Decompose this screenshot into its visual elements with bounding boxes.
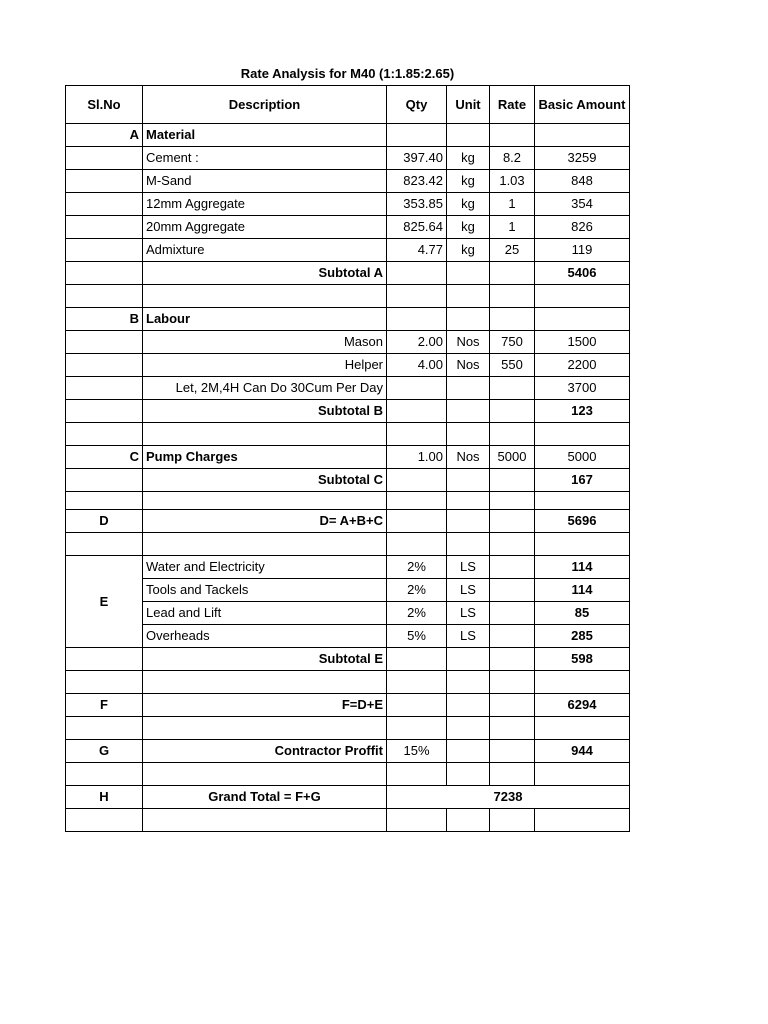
- blank-row: [66, 763, 630, 786]
- subtotal-e-amount: 598: [535, 648, 630, 671]
- table-row: [66, 602, 630, 625]
- section-c-unit: Nos: [447, 446, 490, 469]
- subtotal-b-label: Subtotal B: [143, 400, 387, 423]
- subtotal-b-row: [66, 400, 630, 423]
- section-f-label: F=D+E: [143, 694, 387, 717]
- section-a-heading-row: [66, 124, 630, 147]
- header-unit: Unit: [447, 86, 490, 124]
- item-amount: 3259: [535, 147, 630, 170]
- item-amount: 2200: [535, 354, 630, 377]
- item-rate: 1.03: [490, 170, 535, 193]
- labour-note: Let, 2M,4H Can Do 30Cum Per Day: [143, 377, 387, 400]
- subtotal-a-amount: 5406: [535, 262, 630, 285]
- header-description: Description: [143, 86, 387, 124]
- item-qty: 4.00: [387, 354, 447, 377]
- rate-analysis-table: [65, 85, 630, 832]
- item-rate: 750: [490, 331, 535, 354]
- item-amount: 354: [535, 193, 630, 216]
- item-description: Admixture: [143, 239, 387, 262]
- table-row: [66, 216, 630, 239]
- subtotal-a-label: Subtotal A: [143, 262, 387, 285]
- section-c-label: Pump Charges: [143, 446, 387, 469]
- item-description: Water and Electricity: [143, 556, 387, 579]
- section-c-row: [66, 446, 630, 469]
- table-row: [66, 556, 630, 579]
- item-unit: kg: [447, 239, 490, 262]
- table-row: [66, 331, 630, 354]
- section-d-row: [66, 510, 630, 533]
- section-a-slno: A: [66, 124, 143, 147]
- item-description: M-Sand: [143, 170, 387, 193]
- item-unit: LS: [447, 602, 490, 625]
- header-amount: Basic Amount: [535, 86, 630, 124]
- item-qty: 5%: [387, 625, 447, 648]
- section-b-slno: B: [66, 308, 143, 331]
- item-amount: 1500: [535, 331, 630, 354]
- section-d-label: D= A+B+C: [143, 510, 387, 533]
- item-description: 20mm Aggregate: [143, 216, 387, 239]
- subtotal-a-row: [66, 262, 630, 285]
- item-amount: 114: [535, 556, 630, 579]
- section-g-label: Contractor Proffit: [143, 740, 387, 763]
- header-qty: Qty: [387, 86, 447, 124]
- item-description: Helper: [143, 354, 387, 377]
- labour-note-row: [66, 377, 630, 400]
- table-row: [66, 193, 630, 216]
- section-g-qty: 15%: [387, 740, 447, 763]
- subtotal-c-amount: 167: [535, 469, 630, 492]
- item-unit: LS: [447, 625, 490, 648]
- item-description: Overheads: [143, 625, 387, 648]
- header-slno: Sl.No: [66, 86, 143, 124]
- item-unit: kg: [447, 216, 490, 239]
- item-rate: 1: [490, 216, 535, 239]
- item-amount: 826: [535, 216, 630, 239]
- item-description: Cement :: [143, 147, 387, 170]
- table-row: [66, 147, 630, 170]
- subtotal-c-row: [66, 469, 630, 492]
- item-qty: 2%: [387, 556, 447, 579]
- section-b-label: Labour: [143, 308, 387, 331]
- item-unit: kg: [447, 193, 490, 216]
- item-amount: 119: [535, 239, 630, 262]
- grand-total-label: Grand Total = F+G: [143, 786, 387, 809]
- item-qty: 823.42: [387, 170, 447, 193]
- blank-row: [66, 533, 630, 556]
- table-row: [66, 625, 630, 648]
- sheet-title: Rate Analysis for M40 (1:1.85:2.65): [240, 66, 455, 81]
- table-row: [66, 170, 630, 193]
- section-e-slno: E: [66, 556, 143, 648]
- item-amount: 285: [535, 625, 630, 648]
- item-description: Lead and Lift: [143, 602, 387, 625]
- item-description: Tools and Tackels: [143, 579, 387, 602]
- item-qty: 397.40: [387, 147, 447, 170]
- item-unit: Nos: [447, 331, 490, 354]
- blank-row: [66, 717, 630, 740]
- subtotal-c-label: Subtotal C: [143, 469, 387, 492]
- item-amount: 848: [535, 170, 630, 193]
- item-amount: 114: [535, 579, 630, 602]
- item-description: 12mm Aggregate: [143, 193, 387, 216]
- blank-row: [66, 809, 630, 832]
- section-d-amount: 5696: [535, 510, 630, 533]
- item-unit: kg: [447, 170, 490, 193]
- section-c-amount: 5000: [535, 446, 630, 469]
- item-unit: Nos: [447, 354, 490, 377]
- section-c-slno: C: [66, 446, 143, 469]
- section-c-qty: 1.00: [387, 446, 447, 469]
- item-unit: LS: [447, 556, 490, 579]
- table-row: [66, 579, 630, 602]
- item-rate: 25: [490, 239, 535, 262]
- item-unit: kg: [447, 147, 490, 170]
- item-rate: 8.2: [490, 147, 535, 170]
- item-qty: 825.64: [387, 216, 447, 239]
- grand-total-row: [66, 786, 630, 809]
- item-qty: 2%: [387, 579, 447, 602]
- item-qty: 2.00: [387, 331, 447, 354]
- section-g-amount: 944: [535, 740, 630, 763]
- blank-row: [66, 423, 630, 446]
- item-qty: 353.85: [387, 193, 447, 216]
- section-g-row: [66, 740, 630, 763]
- header-rate: Rate: [490, 86, 535, 124]
- item-amount: 85: [535, 602, 630, 625]
- section-b-heading-row: [66, 308, 630, 331]
- section-c-rate: 5000: [490, 446, 535, 469]
- section-g-slno: G: [66, 740, 143, 763]
- table-row: [66, 239, 630, 262]
- subtotal-e-row: [66, 648, 630, 671]
- item-description: Mason: [143, 331, 387, 354]
- table-header-row: [66, 86, 630, 124]
- grand-total-amount: 7238: [387, 786, 630, 809]
- item-rate: 550: [490, 354, 535, 377]
- section-f-row: [66, 694, 630, 717]
- item-unit: LS: [447, 579, 490, 602]
- section-f-amount: 6294: [535, 694, 630, 717]
- section-f-slno: F: [66, 694, 143, 717]
- blank-row: [66, 671, 630, 694]
- table-row: [66, 354, 630, 377]
- item-qty: 2%: [387, 602, 447, 625]
- item-rate: 1: [490, 193, 535, 216]
- section-d-slno: D: [66, 510, 143, 533]
- subtotal-b-amount: 123: [535, 400, 630, 423]
- blank-row: [66, 492, 630, 510]
- section-h-slno: H: [66, 786, 143, 809]
- labour-note-amount: 3700: [535, 377, 630, 400]
- subtotal-e-label: Subtotal E: [143, 648, 387, 671]
- blank-row: [66, 285, 630, 308]
- item-qty: 4.77: [387, 239, 447, 262]
- section-a-label: Material: [143, 124, 387, 147]
